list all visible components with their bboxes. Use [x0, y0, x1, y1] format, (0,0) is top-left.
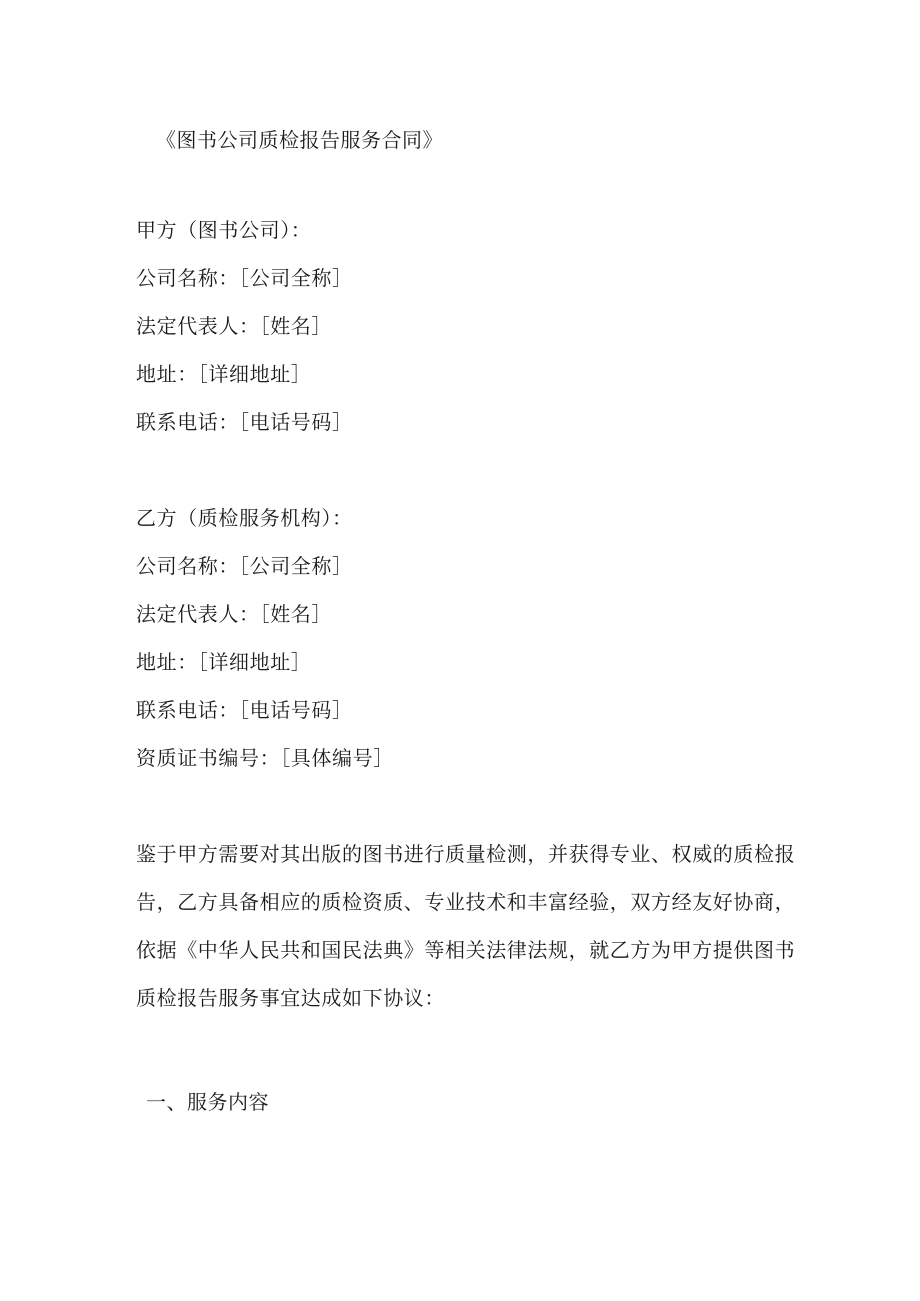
party-b-legal-rep: 法定代表人：［姓名］: [136, 602, 332, 626]
party-b-phone: 联系电话：［电话号码］: [136, 698, 353, 722]
preamble-line: 告，乙方具备相应的质检资质、专业技术和丰富经验，双方经友好协商，: [136, 890, 796, 914]
document-title: 《图书公司质检报告服务合同》: [156, 128, 443, 152]
preamble-line: 鉴于甲方需要对其出版的图书进行质量检测，并获得专业、权威的质检报: [136, 842, 796, 866]
party-a-legal-rep: 法定代表人：［姓名］: [136, 314, 332, 338]
preamble-line: 质检报告服务事宜达成如下协议：: [136, 986, 445, 1010]
party-b-cert-no: 资质证书编号：［具体编号］: [136, 746, 394, 770]
section-heading-service-content: 一、服务内容: [146, 1090, 269, 1114]
party-a-phone: 联系电话：［电话号码］: [136, 410, 353, 434]
party-b-company-name: 公司名称：［公司全称］: [136, 554, 353, 578]
party-a-company-name: 公司名称：［公司全称］: [136, 266, 353, 290]
party-a-heading: 甲方（图书公司）：: [136, 218, 312, 242]
party-b-address: 地址：［详细地址］: [136, 650, 312, 674]
party-a-address: 地址：［详细地址］: [136, 362, 312, 386]
preamble-line: 依据《中华人民共和国民法典》等相关法律法规，就乙方为甲方提供图书: [136, 938, 796, 962]
party-b-heading: 乙方（质检服务机构）：: [136, 506, 353, 530]
